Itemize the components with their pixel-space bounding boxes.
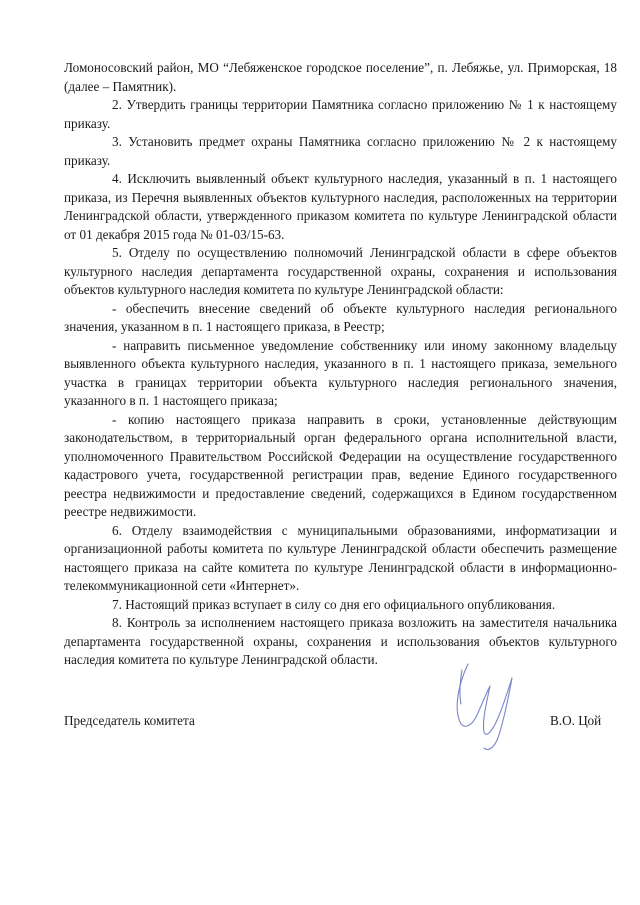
paragraph-item-8: 8. Контроль за исполнением настоящего приказа возложить на заместителя начальника департамента государственной охраны, сохранения и использования объектов культурного наследия комитета по культуре Ленинградской области. bbox=[64, 615, 617, 667]
paragraph-item-5: 5. Отделу по осуществлению полномочий Ленинградской области в сфере объектов культурного наследия департамента государственной охраны, сохранения и использования объектов культурного наследия комитета по культуре Ленинградской области: bbox=[64, 245, 617, 297]
signatory-name: В.О. Цой bbox=[550, 713, 602, 728]
paragraph-item-5-sub-1: - обеспечить внесение сведений об объекте культурного наследия регионального значения, указанном в п. 1 настоящего приказа, в Реестр; bbox=[64, 300, 617, 334]
paragraph-continuation: Ломоносовский район, МО “Лебяженское городское поселение”, п. Лебяжье, ул. Приморская, 18 (далее – Памятник). bbox=[64, 60, 617, 94]
paragraph-item-7: 7. Настоящий приказ вступает в силу со дня его официального опубликования. bbox=[112, 596, 556, 612]
paragraph-item-2: 2. Утвердить границы территории Памятника согласно приложению № 1 к настоящему приказу. bbox=[64, 97, 617, 131]
paragraph-item-5-sub-2: - направить письменное уведомление собственнику или иному законному владельцу выявленного объекта культурного наследия, указанного в п. 1 настоящего приказа, земельного участка в границах территории объекта культурного наследия регионального значения, указанного в п. 1 настоящего приказа; bbox=[64, 337, 617, 408]
paragraph-item-5-sub-3: - копию настоящего приказа направить в сроки, установленные действующим законодательством, в территориальный орган федерального органа исполнительной власти, уполномоченного Правительством Российской Федерации на осуществление государственного кадастрового учета, государственной регистрации прав, ведение Единого государственного реестра недвижимости и предоставление сведений, содержащихся в Едином государственном реестре недвижимости. bbox=[64, 411, 617, 519]
paragraph-item-4: 4. Исключить выявленный объект культурного наследия, указанный в п. 1 настоящего приказа, из Перечня выявленных объектов культурного наследия, расположенных на территории Ленинградской области, утвержденного приказом комитета по культуре Ленинградской области от 01 декабря 2015 года № 01-03/15-63. bbox=[64, 171, 617, 242]
paragraph-item-6: 6. Отделу взаимодействия с муниципальными образованиями, информатизации и организационной работы комитета по культуре Ленинградской области обеспечить размещение настоящего приказа на сайте комитета по культуре Ленинградской области в информационно-телекоммуникационной сети «Интернет». bbox=[64, 522, 617, 593]
document-body bbox=[64, 59, 617, 670]
paragraph-item-3: 3. Установить предмет охраны Памятника согласно приложению № 2 к настоящему приказу. bbox=[64, 134, 617, 168]
signatory-position: Председатель комитета bbox=[64, 713, 195, 728]
handwritten-signature bbox=[450, 660, 540, 755]
